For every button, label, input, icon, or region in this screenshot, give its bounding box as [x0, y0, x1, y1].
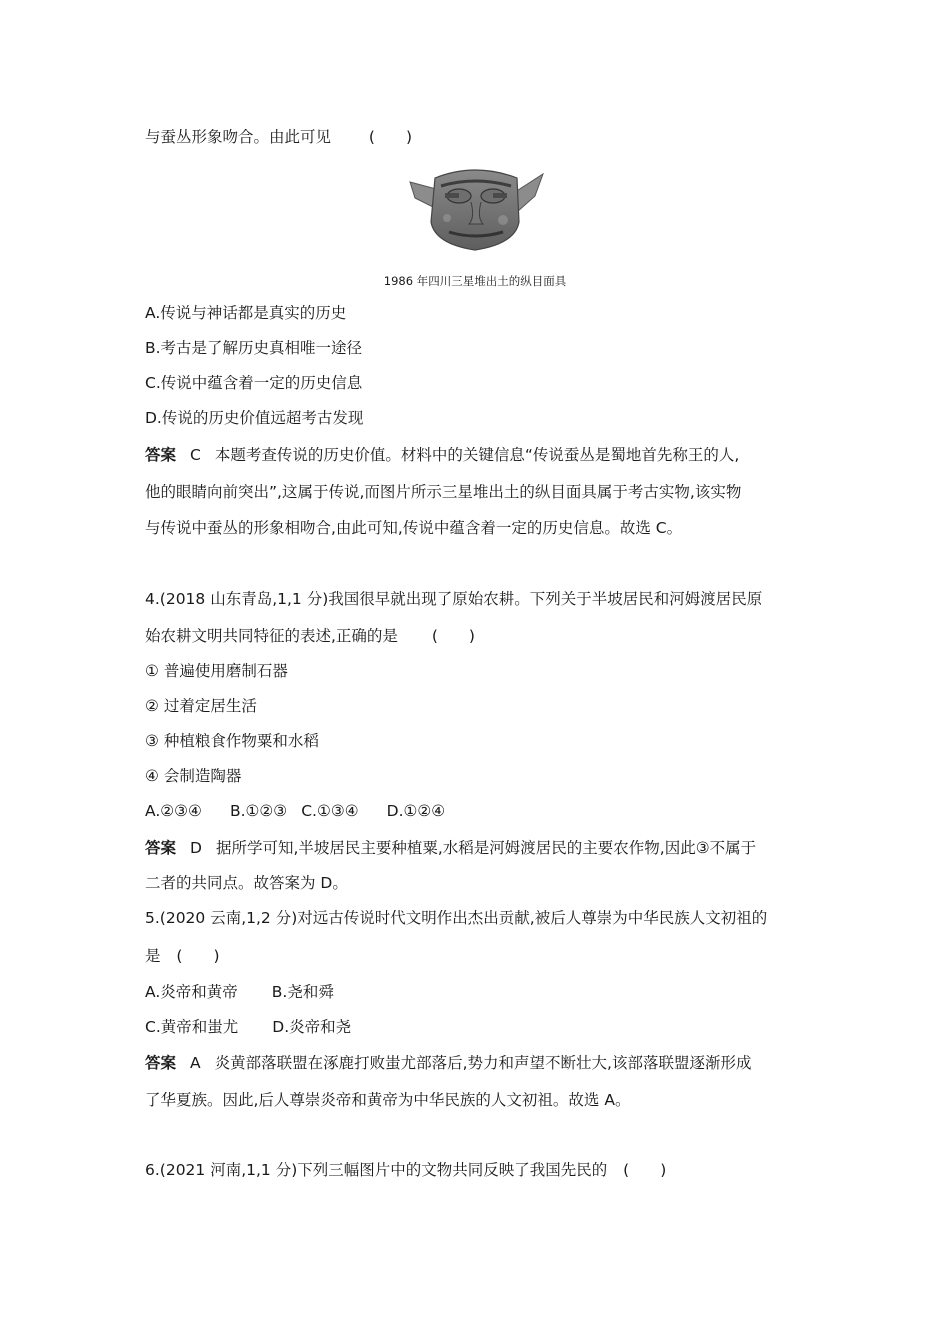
q5-stem-text: 是 — [145, 947, 161, 965]
q5-option-d: D.炎帝和尧 — [272, 1018, 352, 1036]
explanation-text: 本题考查传说的历史价值。材料中的关键信息“传说蚕丛是蜀地首先称王的人, — [214, 446, 740, 464]
q4-answer-line-2: 二者的共同点。故答案为 D。 — [145, 874, 348, 892]
answer-key: A — [190, 1054, 201, 1072]
q4-options — [145, 801, 445, 821]
q5-options-row-1 — [145, 982, 334, 1002]
q4-item-3: ③ 种植粮食作物粟和水稻 — [145, 732, 319, 750]
sanxingdui-mask-image — [405, 160, 547, 252]
q3-answer-line-1 — [145, 445, 739, 465]
q4-paren: ( ) — [431, 627, 475, 645]
q3-option-d: D.传说的历史价值远超考古发现 — [145, 409, 364, 427]
q5-option-b: B.尧和舜 — [271, 983, 334, 1001]
q4-option-b: B.①②③ — [229, 802, 288, 820]
q5-stem-line-1: 5.(2020 云南,1,2 分)对远古传说时代文明作出杰出贡献,被后人尊崇为中华民族人文初祖的 — [145, 909, 768, 927]
q3-stem-text: 与蚕丛形象吻合。由此可见 — [145, 128, 332, 146]
q5-paren: ( ) — [176, 947, 220, 965]
q5-stem-line-2 — [145, 946, 220, 966]
q4-stem-line-1: 4.(2018 山东青岛,1,1 分)我国很早就出现了原始农耕。下列关于半坡居民和河姆渡居民原 — [145, 590, 763, 608]
q6-stem-text: 6.(2021 河南,1,1 分)下列三幅图片中的文物共同反映了我国先民的 — [145, 1161, 608, 1179]
q3-option-c: C.传说中蕴含着一定的历史信息 — [145, 374, 363, 392]
q5-option-c: C.黄帝和蚩尤 — [145, 1018, 239, 1036]
q4-option-c: C.①③④ — [301, 802, 359, 820]
answer-label: 答案 — [145, 1054, 177, 1072]
q3-answer-line-2: 他的眼睛向前突出”,这属于传说,而图片所示三星堆出土的纵目面具属于考古实物,该实物 — [145, 483, 742, 501]
q5-option-a: A.炎帝和黄帝 — [145, 983, 238, 1001]
q4-option-d: D.①②④ — [386, 802, 446, 820]
q3-paren: ( ) — [368, 128, 412, 146]
answer-label: 答案 — [145, 839, 177, 857]
q4-option-a: A.②③④ — [145, 802, 202, 820]
answer-key: C — [190, 446, 201, 464]
explanation-text: 炎黄部落联盟在涿鹿打败蚩尤部落后,势力和声望不断壮大,该部落联盟逐渐形成 — [214, 1054, 752, 1072]
q4-stem-line-2 — [145, 626, 475, 646]
answer-key: D — [190, 839, 202, 857]
q4-stem-text: 始农耕文明共同特征的表述,正确的是 — [145, 627, 398, 645]
q5-answer-line-1 — [145, 1053, 751, 1073]
q3-option-b: B.考古是了解历史真相唯一途径 — [145, 339, 363, 357]
q3-answer-line-3: 与传说中蚕丛的形象相吻合,由此可知,传说中蕴含着一定的历史信息。故选 C。 — [145, 519, 683, 537]
q6-paren: ( ) — [623, 1161, 667, 1179]
q4-item-2: ② 过着定居生活 — [145, 697, 257, 715]
q3-option-a: A.传说与神话都是真实的历史 — [145, 304, 347, 322]
q3-stem-tail — [145, 127, 412, 147]
q4-answer-line-1 — [145, 838, 756, 858]
q5-answer-line-2: 了华夏族。因此,后人尊崇炎帝和黄帝为中华民族的人文初祖。故选 A。 — [145, 1091, 631, 1109]
answer-label: 答案 — [145, 446, 177, 464]
q4-item-4: ④ 会制造陶器 — [145, 767, 242, 785]
figure-caption: 1986 年四川三星堆出土的纵目面具 — [383, 274, 567, 288]
q4-item-1: ① 普遍使用磨制石器 — [145, 662, 288, 680]
q5-options-row-2 — [145, 1017, 351, 1037]
q6-stem — [145, 1160, 666, 1180]
explanation-text: 据所学可知,半坡居民主要种植粟,水稻是河姆渡居民的主要农作物,因此③不属于 — [215, 839, 757, 857]
